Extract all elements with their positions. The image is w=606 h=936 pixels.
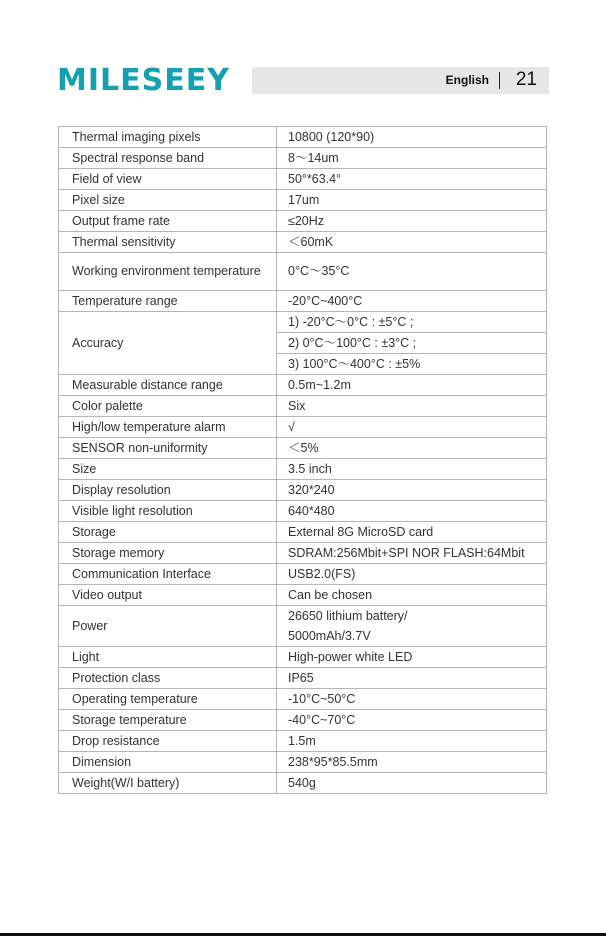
spec-value: 320*240 (277, 480, 547, 501)
spec-value: 540g (277, 773, 547, 794)
spec-key: Accuracy (59, 312, 277, 375)
spec-key: High/low temperature alarm (59, 417, 277, 438)
spec-value: Six (277, 396, 547, 417)
table-row (59, 253, 547, 291)
spec-key: Video output (59, 585, 277, 606)
spec-value: ≤20Hz (277, 211, 547, 232)
table-row (59, 459, 547, 480)
spec-key: Working environment temperature (59, 253, 277, 291)
spec-value: √ (277, 417, 547, 438)
spec-key: Temperature range (59, 291, 277, 312)
spec-key: Drop resistance (59, 731, 277, 752)
spec-value: 3.5 inch (277, 459, 547, 480)
table-row (59, 232, 547, 253)
spec-value: 5000mAh/3.7V (277, 626, 547, 647)
spec-key: Display resolution (59, 480, 277, 501)
table-row (59, 417, 547, 438)
table-row (59, 396, 547, 417)
table-row (59, 606, 547, 627)
table-row (59, 169, 547, 190)
table-row (59, 543, 547, 564)
spec-key: Power (59, 606, 277, 647)
spec-key: Measurable distance range (59, 375, 277, 396)
spec-value: 0.5m~1.2m (277, 375, 547, 396)
spec-key: Storage memory (59, 543, 277, 564)
spec-value: 10800 (120*90) (277, 127, 547, 148)
language-page-bar (252, 67, 549, 94)
spec-key: Communication Interface (59, 564, 277, 585)
divider (499, 72, 500, 89)
spec-key: Visible light resolution (59, 501, 277, 522)
table-row (59, 710, 547, 731)
spec-key: SENSOR non-uniformity (59, 438, 277, 459)
table-row (59, 564, 547, 585)
spec-value: 3) 100°C～400°C : ±5% (277, 354, 547, 375)
spec-value: 640*480 (277, 501, 547, 522)
table-row (59, 375, 547, 396)
table-row (59, 211, 547, 232)
spec-key: Output frame rate (59, 211, 277, 232)
spec-value: -10°C~50°C (277, 689, 547, 710)
spec-value: -20°C~400°C (277, 291, 547, 312)
table-row (59, 585, 547, 606)
table-row (59, 127, 547, 148)
spec-key: Spectral response band (59, 148, 277, 169)
spec-key: Protection class (59, 668, 277, 689)
spec-key: Size (59, 459, 277, 480)
spec-key: Color palette (59, 396, 277, 417)
table-row (59, 148, 547, 169)
spec-table (58, 126, 547, 794)
spec-key: Light (59, 647, 277, 668)
spec-value: SDRAM:256Mbit+SPI NOR FLASH:64Mbit (277, 543, 547, 564)
spec-key: Thermal imaging pixels (59, 127, 277, 148)
table-row (59, 480, 547, 501)
spec-value: 50°*63.4° (277, 169, 547, 190)
table-row (59, 190, 547, 211)
table-row (59, 668, 547, 689)
table-row (59, 438, 547, 459)
table-row (59, 522, 547, 543)
table-row (59, 291, 547, 312)
spec-value: External 8G MicroSD card (277, 522, 547, 543)
page-number: 21 (515, 69, 537, 90)
spec-value: 1) -20°C～0°C : ±5°C ; (277, 312, 547, 333)
spec-value: IP65 (277, 668, 547, 689)
table-row (59, 647, 547, 668)
spec-value: 26650 lithium battery/ (277, 606, 547, 627)
spec-value: 1.5m (277, 731, 547, 752)
table-row (59, 773, 547, 794)
spec-key: Pixel size (59, 190, 277, 211)
spec-key: Storage (59, 522, 277, 543)
table-row (59, 689, 547, 710)
spec-key: Storage temperature (59, 710, 277, 731)
table-row (59, 752, 547, 773)
spec-value: 2) 0°C～100°C : ±3°C ; (277, 333, 547, 354)
language-label: English (445, 73, 489, 87)
spec-value: USB2.0(FS) (277, 564, 547, 585)
table-row (59, 731, 547, 752)
spec-value: 17um (277, 190, 547, 211)
spec-value: ＜60mK (277, 232, 547, 253)
spec-value: Can be chosen (277, 585, 547, 606)
spec-key: Operating temperature (59, 689, 277, 710)
spec-key: Thermal sensitivity (59, 232, 277, 253)
brand-logo: MILESEEY (57, 63, 230, 98)
spec-value: ＜5% (277, 438, 547, 459)
spec-value: High-power white LED (277, 647, 547, 668)
spec-key: Dimension (59, 752, 277, 773)
spec-value: -40°C~70°C (277, 710, 547, 731)
spec-key: Weight(W/I battery) (59, 773, 277, 794)
spec-key: Field of view (59, 169, 277, 190)
table-row (59, 312, 547, 333)
spec-value: 0°C～35°C (277, 253, 547, 291)
table-row (59, 501, 547, 522)
spec-value: 8～14um (277, 148, 547, 169)
spec-value: 238*95*85.5mm (277, 752, 547, 773)
